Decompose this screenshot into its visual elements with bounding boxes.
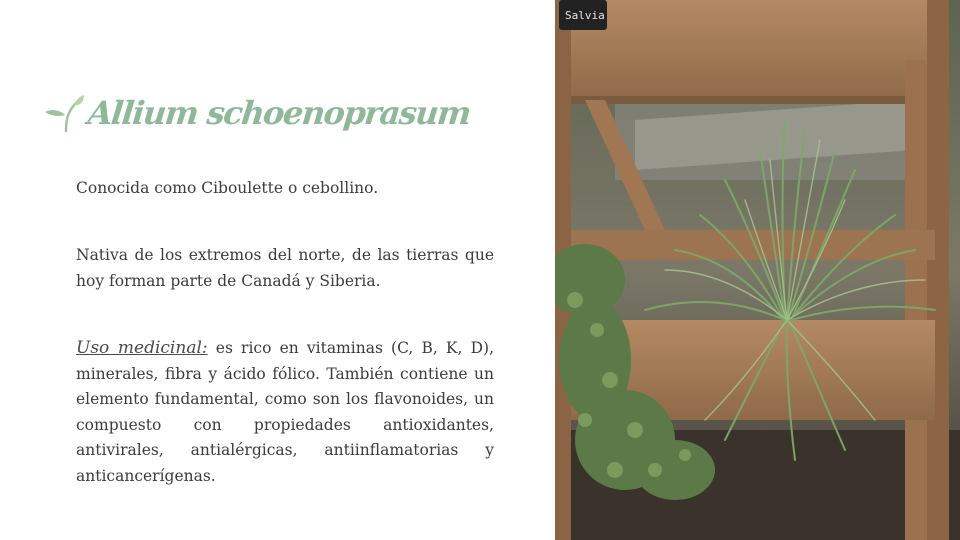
medicinal-label: Uso medicinal:: [76, 338, 208, 358]
chives-planter-photo: [555, 0, 960, 540]
plant-tag-label: Salvia: [565, 9, 605, 22]
origin-paragraph: Nativa de los extremos del norte, de las tierras que hoy forman parte de Canadá y Siberia.: [76, 246, 494, 290]
title-row: [44, 88, 470, 138]
medicinal-paragraph: [76, 336, 494, 489]
slide-title: Allium schoenoprasum: [86, 94, 472, 132]
common-name-paragraph: Conocida como Ciboulette o cebollino.: [76, 179, 379, 197]
medicinal-text: es rico en vitaminas (C, B, K, D), minerales, fibra y ácido fólico. También contiene un elemento fundamental, como son los flavonoides, un compuesto con propiedades antioxidantes, antivirales, antialérgicas, antiinflamatorias y anticancerígenas.: [76, 339, 494, 485]
sprout-icon: [44, 93, 84, 133]
